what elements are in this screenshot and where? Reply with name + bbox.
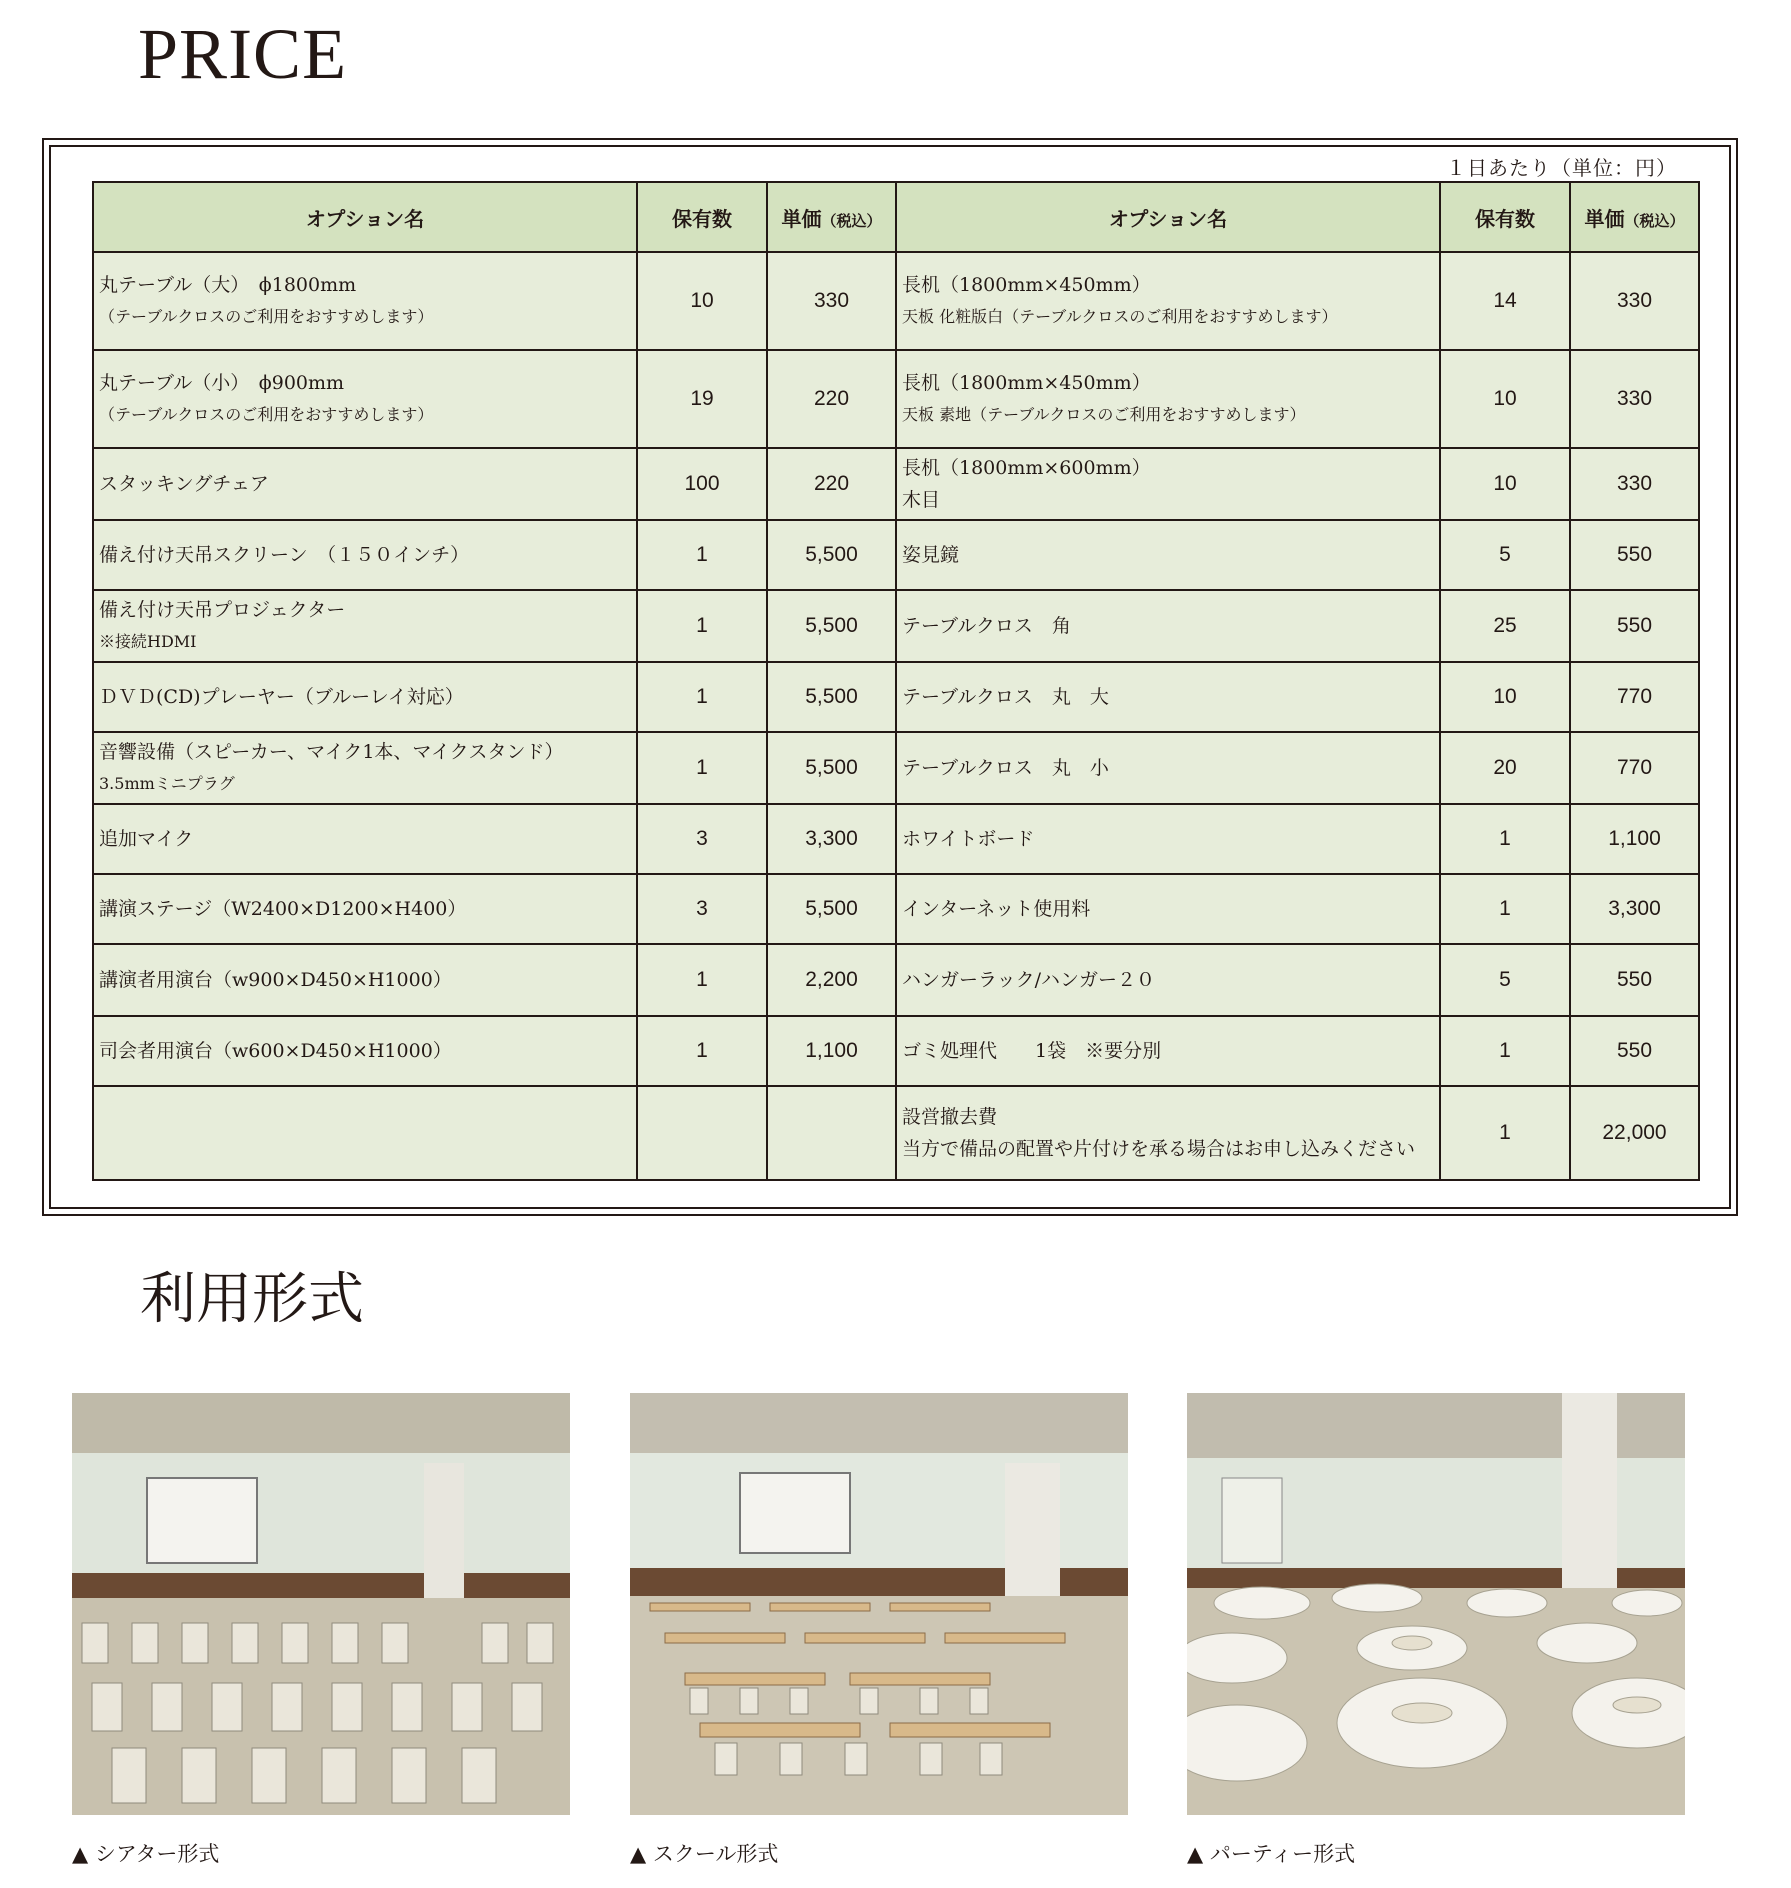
price-table-body xyxy=(93,252,1699,1180)
table-row xyxy=(93,252,1699,350)
right-price-cell: 770 xyxy=(1570,732,1699,804)
left-quantity-cell xyxy=(637,1086,767,1180)
right-quantity-cell: 5 xyxy=(1440,944,1570,1016)
option-name-line: 長机（1800mm×600mm） xyxy=(902,457,1151,479)
option-name-line: テーブルクロス 丸 小 xyxy=(902,757,1109,779)
option-name-line: 長机（1800mm×450mm） xyxy=(902,372,1151,394)
option-name-line: 設営撤去費 xyxy=(902,1106,998,1128)
price-table-frame xyxy=(42,138,1738,1216)
left-price-cell: 5,500 xyxy=(767,520,896,590)
option-name-line: 講演ステージ（W2400×D1200×H400） xyxy=(99,898,467,920)
left-option-name-cell xyxy=(93,252,637,350)
option-name-line: 天板 化粧版白（テーブルクロスのご利用をおすすめします） xyxy=(902,307,1338,326)
right-price-cell: 330 xyxy=(1570,252,1699,350)
left-price-cell: 5,500 xyxy=(767,662,896,732)
left-option-name-cell xyxy=(93,590,637,662)
left-quantity-cell: 10 xyxy=(637,252,767,350)
left-price-cell: 220 xyxy=(767,448,896,520)
left-price-cell xyxy=(767,1086,896,1180)
right-price-cell: 330 xyxy=(1570,448,1699,520)
right-quantity-cell: 25 xyxy=(1440,590,1570,662)
right-quantity-cell: 1 xyxy=(1440,804,1570,874)
right-price-cell: 550 xyxy=(1570,1016,1699,1086)
header-option-name: オプション名 xyxy=(93,182,637,252)
theater-layout-photo xyxy=(72,1393,570,1815)
left-quantity-cell: 1 xyxy=(637,662,767,732)
left-option-name-cell xyxy=(93,732,637,804)
price-table-inner-frame xyxy=(49,145,1731,1209)
option-name-line: ハンガーラック/ハンガー２０ xyxy=(902,969,1156,991)
right-quantity-cell: 1 xyxy=(1440,1086,1570,1180)
left-price-cell: 3,300 xyxy=(767,804,896,874)
right-option-name-cell xyxy=(896,732,1440,804)
right-option-name-cell xyxy=(896,874,1440,944)
right-quantity-cell: 5 xyxy=(1440,520,1570,590)
header-tax-note: （税込） xyxy=(1624,211,1685,230)
option-name-line: 長机（1800mm×450mm） xyxy=(902,274,1151,296)
table-row xyxy=(93,662,1699,732)
option-name-line: ※接続HDMI xyxy=(99,632,197,651)
header-price-label: 単価 xyxy=(781,206,822,231)
right-price-cell: 330 xyxy=(1570,350,1699,448)
header-tax-note: （税込） xyxy=(821,211,882,230)
unit-note: １日あたり（単位：円） xyxy=(1446,156,1677,180)
left-price-cell: 330 xyxy=(767,252,896,350)
left-option-name-cell xyxy=(93,1016,637,1086)
right-option-name-cell xyxy=(896,662,1440,732)
table-row xyxy=(93,732,1699,804)
option-name-line: 丸テーブル（大） ϕ1800mm xyxy=(99,274,357,296)
left-price-cell: 5,500 xyxy=(767,874,896,944)
right-price-cell: 22,000 xyxy=(1570,1086,1699,1180)
left-quantity-cell: 19 xyxy=(637,350,767,448)
option-name-line: 音響設備（スピーカー、マイク1本、マイクスタンド） xyxy=(99,741,564,763)
option-name-line: ＤＶＤ(CD)プレーヤー（ブルーレイ対応） xyxy=(99,686,464,708)
table-row xyxy=(93,350,1699,448)
left-option-name-cell xyxy=(93,662,637,732)
right-option-name-cell xyxy=(896,804,1440,874)
left-quantity-cell: 1 xyxy=(637,590,767,662)
right-option-name-cell xyxy=(896,350,1440,448)
option-name-line: 追加マイク xyxy=(99,828,194,850)
table-row xyxy=(93,1016,1699,1086)
option-name-line: 講演者用演台（w900×D450×H1000） xyxy=(99,969,452,991)
left-price-cell: 2,200 xyxy=(767,944,896,1016)
right-price-cell: 770 xyxy=(1570,662,1699,732)
right-price-cell: 550 xyxy=(1570,590,1699,662)
left-price-cell: 220 xyxy=(767,350,896,448)
option-name-line: ホワイトボード xyxy=(902,828,1035,850)
option-name-line: 当方で備品の配置や片付けを承る場合はお申し込みください xyxy=(902,1138,1416,1160)
right-option-name-cell xyxy=(896,520,1440,590)
left-option-name-cell xyxy=(93,520,637,590)
header-price-right xyxy=(1570,182,1699,252)
left-option-name-cell xyxy=(93,944,637,1016)
table-row xyxy=(93,590,1699,662)
left-option-name-cell xyxy=(93,1086,637,1180)
left-price-cell: 5,500 xyxy=(767,732,896,804)
right-quantity-cell: 10 xyxy=(1440,448,1570,520)
left-quantity-cell: 3 xyxy=(637,804,767,874)
option-name-line: スタッキングチェア xyxy=(99,473,269,495)
option-name-line: テーブルクロス 丸 大 xyxy=(902,686,1109,708)
school-photo-graphic xyxy=(630,1393,1128,1815)
option-name-line: （テーブルクロスのご利用をおすすめします） xyxy=(99,307,434,326)
right-option-name-cell xyxy=(896,944,1440,1016)
option-name-line: ゴミ処理代 1袋 ※要分別 xyxy=(902,1040,1162,1062)
table-row xyxy=(93,944,1699,1016)
page-title: PRICE xyxy=(138,14,348,94)
left-quantity-cell: 3 xyxy=(637,874,767,944)
option-name-line: 3.5mmミニプラグ xyxy=(99,774,235,793)
option-name-line: 木目 xyxy=(902,489,941,511)
option-name-line: 丸テーブル（小） ϕ900mm xyxy=(99,372,345,394)
right-quantity-cell: 20 xyxy=(1440,732,1570,804)
table-header-row xyxy=(93,182,1699,252)
right-quantity-cell: 1 xyxy=(1440,1016,1570,1086)
option-name-line: 姿見鏡 xyxy=(902,544,960,566)
right-quantity-cell: 14 xyxy=(1440,252,1570,350)
header-quantity-right: 保有数 xyxy=(1440,182,1570,252)
option-name-line: テーブルクロス 角 xyxy=(902,615,1071,637)
right-option-name-cell xyxy=(896,590,1440,662)
right-price-cell: 550 xyxy=(1570,520,1699,590)
party-caption: ▲ パーティー形式 xyxy=(1187,1842,1356,1866)
right-quantity-cell: 10 xyxy=(1440,662,1570,732)
right-option-name-cell xyxy=(896,1086,1440,1180)
table-row xyxy=(93,804,1699,874)
option-name-line: 司会者用演台（w600×D450×H1000） xyxy=(99,1040,452,1062)
option-name-line: インターネット使用料 xyxy=(902,898,1091,920)
left-option-name-cell xyxy=(93,804,637,874)
option-name-line: 備え付け天吊プロジェクター xyxy=(99,599,346,621)
theater-photo-graphic xyxy=(72,1393,570,1815)
school-layout-photo xyxy=(630,1393,1128,1815)
left-quantity-cell: 1 xyxy=(637,732,767,804)
left-quantity-cell: 100 xyxy=(637,448,767,520)
table-row xyxy=(93,520,1699,590)
table-row xyxy=(93,1086,1699,1180)
right-price-cell: 550 xyxy=(1570,944,1699,1016)
section-title: 利用形式 xyxy=(140,1267,364,1332)
option-name-line: 備え付け天吊スクリーン （１５０インチ） xyxy=(99,544,470,566)
party-layout-photo xyxy=(1187,1393,1685,1815)
header-price xyxy=(767,182,896,252)
right-price-cell: 1,100 xyxy=(1570,804,1699,874)
right-quantity-cell: 1 xyxy=(1440,874,1570,944)
header-quantity: 保有数 xyxy=(637,182,767,252)
header-price-label: 単価 xyxy=(1584,206,1625,231)
theater-caption: ▲ シアター形式 xyxy=(72,1842,220,1866)
table-row xyxy=(93,448,1699,520)
left-price-cell: 5,500 xyxy=(767,590,896,662)
party-photo-graphic xyxy=(1187,1393,1685,1815)
school-caption: ▲ スクール形式 xyxy=(630,1842,779,1866)
left-quantity-cell: 1 xyxy=(637,520,767,590)
left-quantity-cell: 1 xyxy=(637,944,767,1016)
left-quantity-cell: 1 xyxy=(637,1016,767,1086)
left-option-name-cell xyxy=(93,874,637,944)
right-quantity-cell: 10 xyxy=(1440,350,1570,448)
right-option-name-cell xyxy=(896,1016,1440,1086)
price-table xyxy=(92,181,1700,1181)
option-name-line: （テーブルクロスのご利用をおすすめします） xyxy=(99,405,434,424)
left-option-name-cell xyxy=(93,350,637,448)
left-price-cell: 1,100 xyxy=(767,1016,896,1086)
option-name-line: 天板 素地（テーブルクロスのご利用をおすすめします） xyxy=(902,405,1306,424)
right-option-name-cell xyxy=(896,252,1440,350)
right-price-cell: 3,300 xyxy=(1570,874,1699,944)
right-option-name-cell xyxy=(896,448,1440,520)
header-option-name-right: オプション名 xyxy=(896,182,1440,252)
left-option-name-cell xyxy=(93,448,637,520)
table-row xyxy=(93,874,1699,944)
